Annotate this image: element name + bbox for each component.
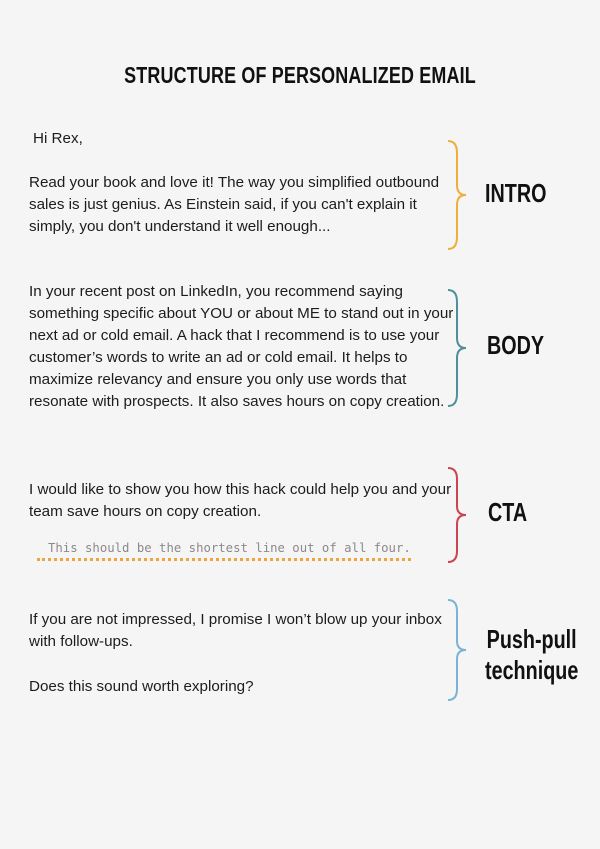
intro-label: INTRO bbox=[485, 178, 547, 208]
intro-brace bbox=[446, 139, 468, 251]
cta-brace bbox=[446, 466, 468, 564]
email-greeting: Hi Rex, bbox=[33, 130, 83, 147]
body-label: BODY bbox=[487, 330, 545, 360]
cta-note: This should be the shortest line out of all four. bbox=[48, 541, 411, 555]
note-dotted-underline bbox=[37, 558, 411, 561]
cta-label: CTA bbox=[488, 497, 528, 527]
push-pull-label-line2: technique bbox=[485, 655, 579, 685]
body-paragraph: In your recent post on LinkedIn, you recommend saying something specific about YOU or about ME to stand out in your next ad or cold email. A hack that I recommend is to use your customer’s words to write an ad or cold email. It helps to maximize relevancy and ensure you only use words that resonate with prospects. It also saves hours on copy creation. bbox=[29, 283, 454, 410]
closing-question: Does this sound worth exploring? bbox=[29, 678, 254, 695]
push-pull-label-line1: Push-pull bbox=[486, 624, 577, 654]
push-pull-label bbox=[485, 624, 578, 686]
push-pull-paragraph: If you are not impressed, I promise I won’t blow up your inbox with follow-ups. bbox=[29, 611, 442, 650]
page-title: STRUCTURE OF PERSONALIZED EMAIL bbox=[124, 62, 476, 88]
push-pull-brace bbox=[446, 598, 468, 702]
intro-paragraph: Read your book and love it! The way you simplified outbound sales is just genius. As Einstein said, if you can't explain it simply, you don't understand it well enough... bbox=[29, 174, 440, 235]
body-brace bbox=[446, 288, 468, 408]
cta-paragraph: I would like to show you how this hack could help you and your team save hours on copy creation. bbox=[29, 481, 452, 520]
